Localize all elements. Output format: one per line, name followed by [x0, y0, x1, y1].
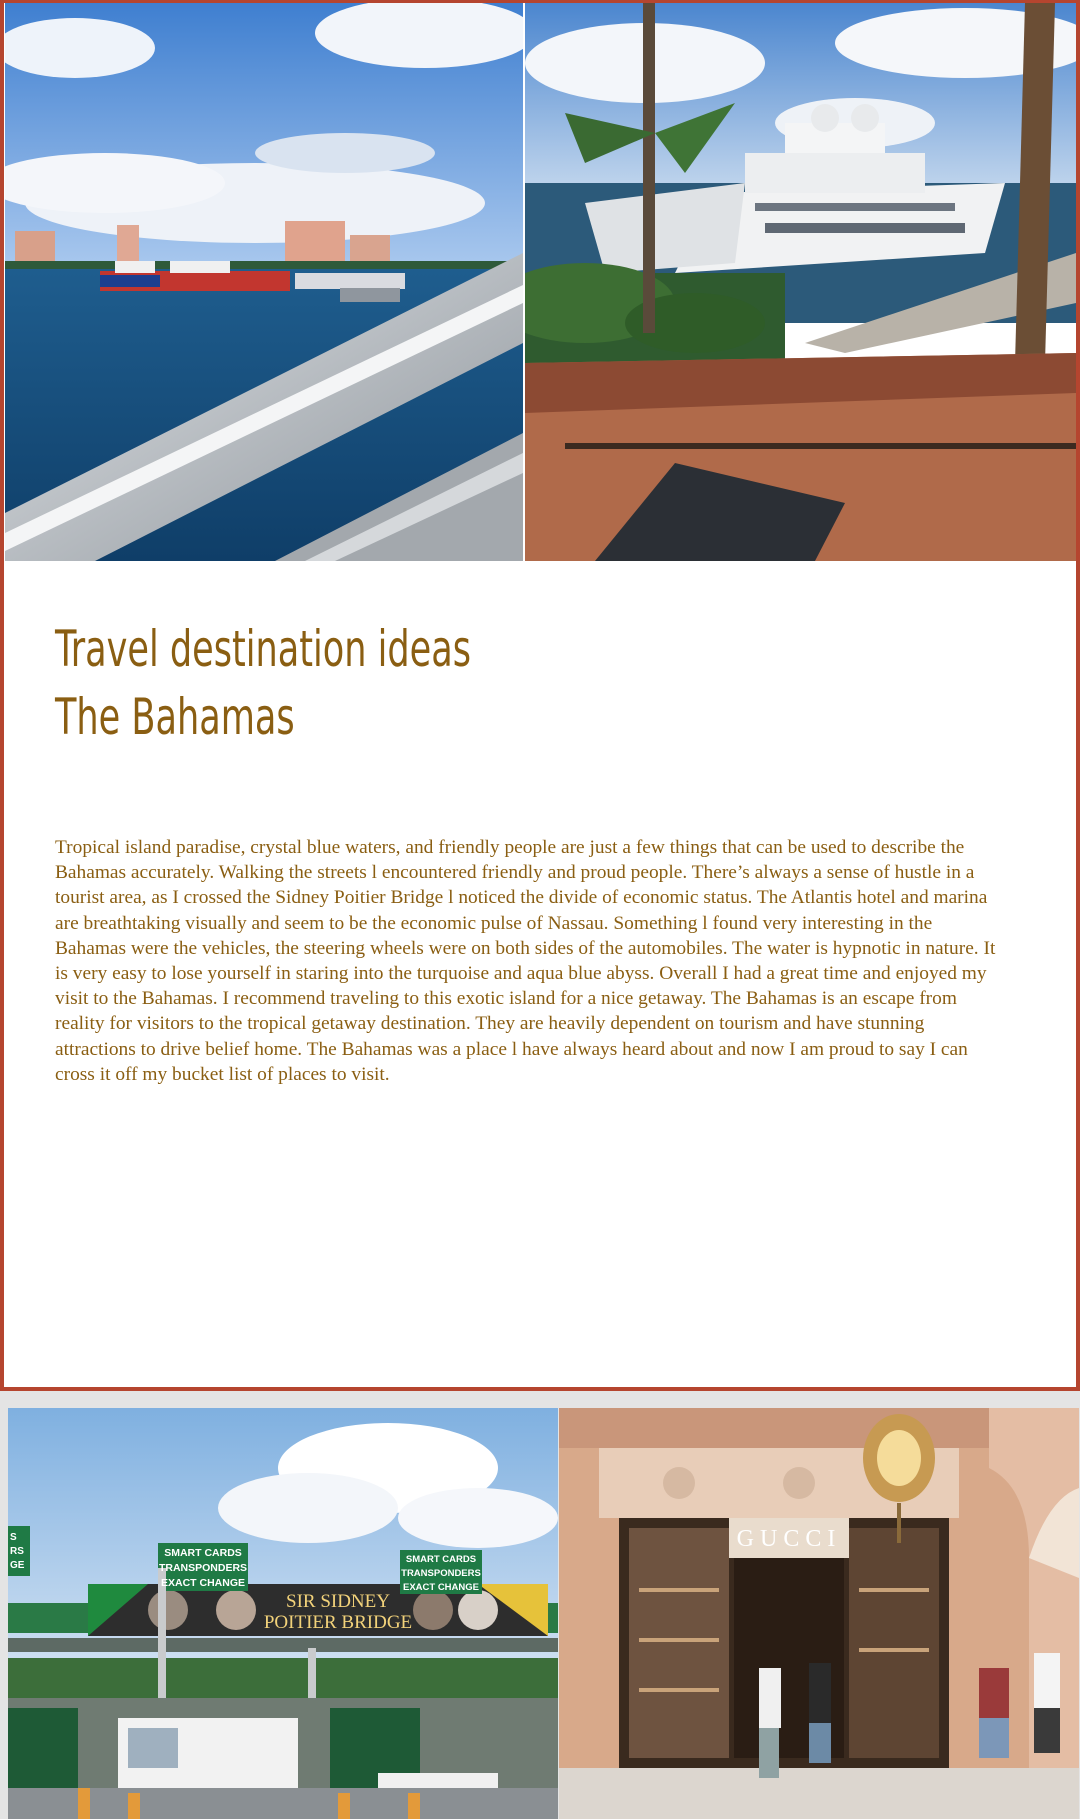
toll-plaza-photo [8, 1408, 558, 1819]
gucci-store-sign: GUCCI [736, 1526, 842, 1552]
toll-sign-right-line-2: TRANSPONDERS [401, 1568, 481, 1579]
yacht-marina-photo [525, 3, 1076, 561]
body-paragraph: Tropical island paradise, crystal blue waters, and friendly people are just a few things that can be used to describe the Bahamas accurately. Walking the streets l encountered friendly and proud people. There’s always a sense of hustle in a tourist area, as I crossed the Sidney Poitier Bridge l noticed the divide of economic status. The Atlantis hotel and marina are breathtaking visually and seem to be the economic pulse of Nassau. Something l found very interesting in the Bahamas were the vehicles, the steering wheels were on both sides of the automobiles. The water is hypnotic in nature. It is very easy to lose yourself in staring into the turquoise and aqua blue abyss. Overall I had a great time and enjoyed my visit to the Bahamas. I recommend traveling to this exotic island for a nice getaway. The Bahamas is an escape from reality for visitors to the tropical getaway destination. They are heavily dependent on tourism and have stunning attractions to drive belief home. The Bahamas was a place l have always heard about and now I am proud to say I can cross it off my bucket list of places to visit. [55, 837, 996, 1085]
toll-sign-left-line-1: SMART CARDS [164, 1547, 242, 1559]
toll-sign-left-line-2: TRANSPONDERS [158, 1562, 248, 1574]
toll-sign-right-line-1: SMART CARDS [405, 1554, 477, 1565]
title-line-2: The Bahamas [55, 688, 295, 746]
toll-sign-edge-line-2: RS [10, 1546, 24, 1557]
toll-sign-right-line-3: EXACT CHANGE [402, 1582, 480, 1593]
bottom-photo-strip [8, 1408, 1079, 1819]
title-line-1: Travel destination ideas [55, 620, 471, 678]
marina-railing-photo [5, 3, 523, 561]
bridge-banner-line-2: POITIER BRIDGE [263, 1612, 413, 1633]
page-title [55, 615, 471, 751]
toll-sign-edge-line-3: GE [10, 1560, 25, 1571]
toll-sign-edge-line-1: S [10, 1532, 17, 1543]
toll-sign-left-line-3: EXACT CHANGE [160, 1577, 246, 1589]
gucci-storefront-photo [559, 1408, 1079, 1819]
bridge-banner-line-1: SIR SIDNEY [286, 1591, 390, 1612]
